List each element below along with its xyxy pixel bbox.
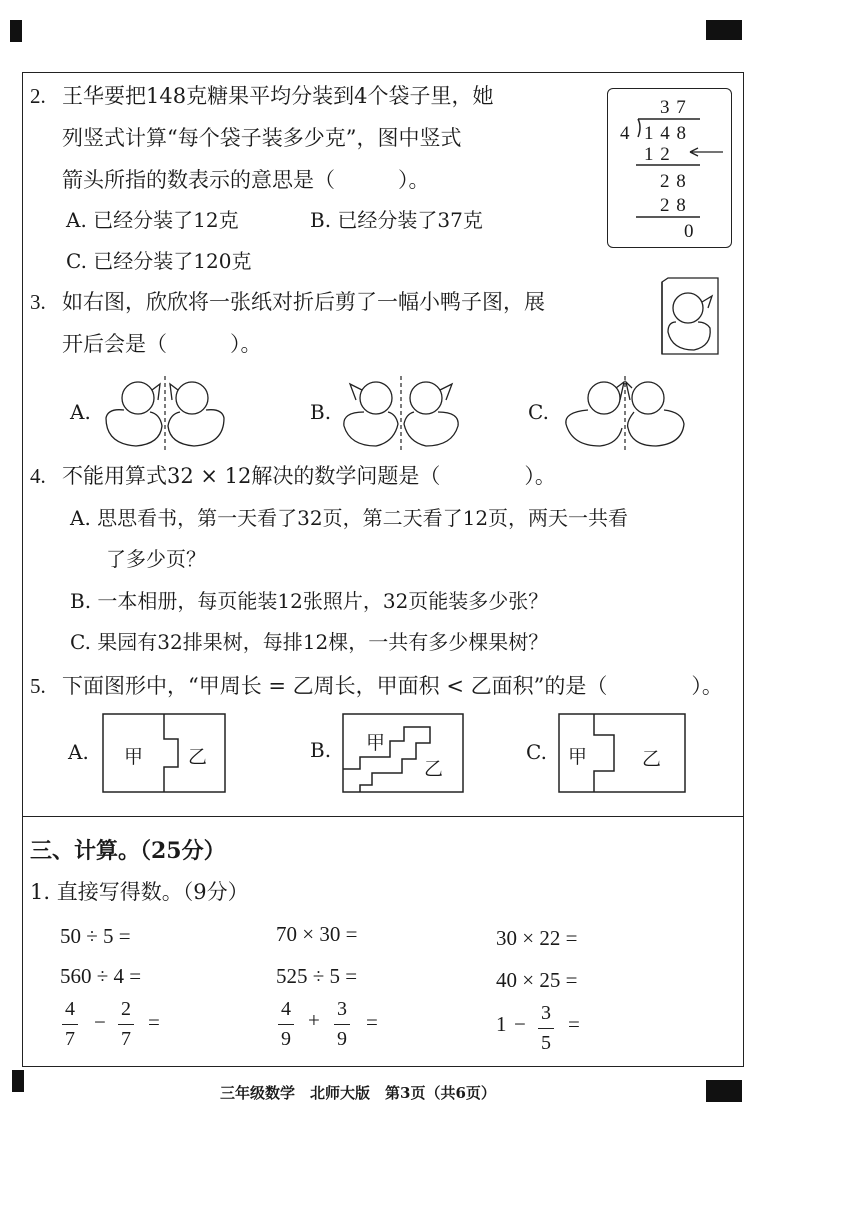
question-text-line: 王华要把148克糖果平均分装到4个袋子里，她 xyxy=(62,84,494,108)
option-a[interactable]: A. xyxy=(68,740,89,764)
label-yi: 乙 xyxy=(642,748,662,770)
operator: − xyxy=(514,1012,526,1036)
division-step: 2 8 xyxy=(660,195,687,216)
long-division-box xyxy=(607,88,732,248)
dividend: 1 4 8 xyxy=(644,123,687,144)
whole-number: 1 xyxy=(496,1012,507,1036)
label-jia: 甲 xyxy=(568,746,588,768)
label-jia: 甲 xyxy=(366,732,386,754)
section-divider xyxy=(22,816,744,817)
equals-sign: = xyxy=(568,1012,580,1036)
division-step: 2 8 xyxy=(660,171,687,192)
operator: + xyxy=(308,1008,320,1032)
calc-item: 70 × 30 = xyxy=(276,922,358,946)
folded-paper-duck-image xyxy=(656,274,722,358)
option-b[interactable]: B. xyxy=(310,738,332,762)
divisor: 4 xyxy=(620,123,630,144)
equals-sign: = xyxy=(148,1010,160,1034)
question-text-line: 箭头所指的数表示的意思是（ ）。 xyxy=(62,168,430,192)
question-number: 4. xyxy=(30,464,46,488)
option-c[interactable]: C. 已经分装了120克 xyxy=(66,249,252,273)
option-a-shape[interactable] xyxy=(102,713,226,793)
option-c[interactable]: C. xyxy=(528,400,549,424)
question-text-line: 开后会是（ ）。 xyxy=(62,332,262,356)
division-step-arrowed: 1 2 xyxy=(644,144,671,165)
fraction: 2 7 xyxy=(118,998,134,1051)
question-text-line: 不能用算式32 × 12解决的数学问题是（ ）。 xyxy=(62,464,556,488)
registration-mark-bottom-right xyxy=(706,1080,742,1102)
option-a[interactable]: A. 思思看书，第一天看了32页，第二天看了12页，两天一共看 xyxy=(70,506,629,530)
calc-item: 560 ÷ 4 = xyxy=(60,964,142,988)
question-number: 2. xyxy=(30,84,46,108)
calc-item: 30 × 22 = xyxy=(496,926,578,950)
option-c[interactable]: C. xyxy=(526,740,547,764)
fraction: 4 9 xyxy=(278,998,294,1051)
fraction: 3 9 xyxy=(334,998,350,1051)
label-yi: 乙 xyxy=(424,758,444,780)
operator: − xyxy=(94,1010,106,1034)
option-b[interactable]: B. 已经分装了37克 xyxy=(310,208,483,232)
fraction: 4 7 xyxy=(62,998,78,1051)
option-a[interactable]: A. xyxy=(70,400,91,424)
page-footer: 三年级数学 北师大版 第3页（共6页） xyxy=(220,1084,496,1102)
option-c-duck-image[interactable] xyxy=(560,374,690,452)
equals-sign: = xyxy=(366,1010,378,1034)
question-number: 3. xyxy=(30,290,46,314)
option-a-duck-image[interactable] xyxy=(100,374,230,452)
calc-item: 525 ÷ 5 = xyxy=(276,964,358,988)
option-a-continuation: 了多少页？ xyxy=(106,547,206,571)
calc-item: 40 × 25 = xyxy=(496,968,578,992)
option-a[interactable]: A. 已经分装了12克 xyxy=(66,208,239,232)
question-text-line: 列竖式计算“每个袋子装多少克”，图中竖式 xyxy=(62,126,462,150)
section-title: 三、计算。（25分） xyxy=(30,838,226,864)
question-number: 5. xyxy=(30,674,46,698)
option-c[interactable]: C. 果园有32排果树，每排12棵，一共有多少棵果树？ xyxy=(70,630,549,654)
registration-mark-bottom-left xyxy=(12,1070,24,1092)
sub-question-title: 1. 直接写得数。（9分） xyxy=(30,880,249,904)
calc-item: 50 ÷ 5 = xyxy=(60,924,131,948)
registration-mark-top-right xyxy=(706,20,742,40)
division-remainder: 0 xyxy=(684,221,694,242)
label-jia: 甲 xyxy=(124,746,144,768)
question-text-line: 下面图形中，“甲周长 = 乙周长，甲面积 < 乙面积”的是（ ）。 xyxy=(62,674,723,698)
option-b[interactable]: B. 一本相册，每页能装12张照片，32页能装多少张？ xyxy=(70,589,549,613)
option-b-shape[interactable] xyxy=(342,713,464,793)
option-b[interactable]: B. xyxy=(310,400,332,424)
quotient: 3 7 xyxy=(660,97,687,118)
label-yi: 乙 xyxy=(188,746,208,768)
option-b-duck-image[interactable] xyxy=(336,374,466,452)
fraction: 3 5 xyxy=(538,1002,554,1055)
registration-mark-top-left xyxy=(10,20,22,42)
question-text-line: 如右图，欣欣将一张纸对折后剪了一幅小鸭子图，展 xyxy=(62,290,545,314)
